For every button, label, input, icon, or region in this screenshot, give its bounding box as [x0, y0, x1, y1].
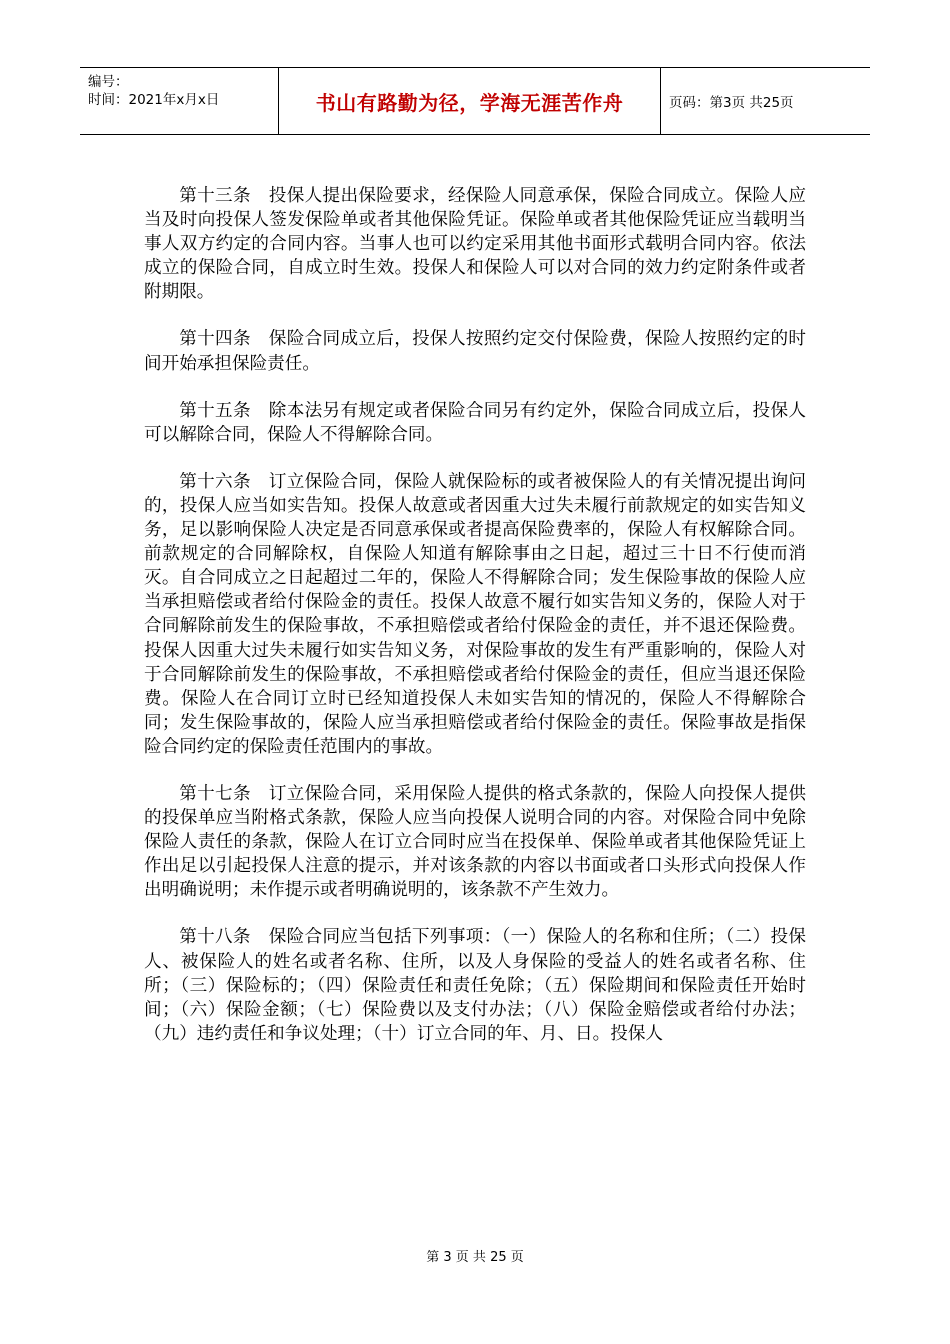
- document-body: [144, 184, 806, 1069]
- footer-prefix: 第: [426, 1250, 440, 1265]
- article-15: 第十五条 除本法另有规定或者保险合同另有约定外，保险合同成立后，投保人可以解除合同，保险人不得解除合同。: [144, 400, 806, 445]
- page-footer: [0, 1246, 950, 1265]
- header-meta-cell: [80, 68, 279, 134]
- article-16: 第十六条 订立保险合同，保险人就保险标的或者被保险人的有关情况提出询问的，投保人应当如实告知。投保人故意或者因重大过失未履行前款规定的如实告知义务，足以影响保险人决定是否同意承保或者提高保险费率的，保险人有权解除合同。前款规定的合同解除权，自保险人知道有解除事由之日起，超过三十日不行使而消灭。自合同成立之日起超过二年的，保险人不得解除合同；发生保险事故的保险人应当承担赔偿或者给付保险金的责任。投保人故意不履行如实告知义务的，保险人对于合同解除前发生的保险事故，不承担赔偿或者给付保险金的责任，并不退还保险费。投保人因重大过失未履行如实告知义务，对保险事故的发生有严重影响的，保险人对于合同解除前发生的保险事故，不承担赔偿或者给付保险金的责任，但应当退还保险费。保险人在合同订立时已经知道投保人未如实告知的情况的，保险人不得解除合同；发生保险事故的，保险人应当承担赔偿或者给付保险金的责任。保险事故是指保险合同约定的保险责任范围内的事故。: [144, 471, 806, 757]
- footer-suffix: 页: [510, 1250, 524, 1265]
- footer-page-number: 3: [443, 1250, 452, 1265]
- date-line: 时间：2021年x月x日: [88, 92, 220, 108]
- page-header: [80, 67, 870, 135]
- serial-number-label: 编号：: [88, 74, 129, 90]
- footer-total-pages: 25: [490, 1250, 507, 1265]
- header-page-info: 页码：第3页 共25页: [669, 95, 794, 111]
- article-18: 第十八条 保险合同应当包括下列事项：（一）保险人的名称和住所；（二）投保人、被保险人的姓名或者名称、住所，以及人身保险的受益人的姓名或者名称、住所；（三）保险标的；（四）保险责任和责任免除；（五）保险期间和保险责任开始时间；（六）保险金额；（七）保险费以及支付办法；（八）保险金赔偿或者给付办法；（九）违约责任和争议处理；（十）订立合同的年、月、日。投保人: [144, 927, 806, 1044]
- header-page-cell: [661, 68, 870, 134]
- header-motto: 书山有路勤为径，学海无涯苦作舟: [315, 90, 624, 115]
- article-13: 第十三条 投保人提出保险要求，经保险人同意承保，保险合同成立。保险人应当及时向投保人签发保险单或者其他保险凭证。保险单或者其他保险凭证应当载明当事人双方约定的合同内容。当事人也可以约定采用其他书面形式载明合同内容。依法成立的保险合同，自成立时生效。投保人和保险人可以对合同的效力约定附条件或者附期限。: [144, 186, 806, 303]
- footer-middle: 页 共: [455, 1250, 486, 1265]
- article-17: 第十七条 订立保险合同，采用保险人提供的格式条款的，保险人向投保人提供的投保单应当附格式条款，保险人应当向投保人说明合同的内容。对保险合同中免除保险人责任的条款，保险人在订立合同时应当在投保单、保险单或者其他保险凭证上作出足以引起投保人注意的提示，并对该条款的内容以书面或者口头形式向投保人作出明确说明；未作提示或者明确说明的，该条款不产生效力。: [144, 783, 806, 901]
- article-14: 第十四条 保险合同成立后，投保人按照约定交付保险费，保险人按照约定的时间开始承担保险责任。: [144, 329, 806, 374]
- header-motto-cell: [279, 68, 661, 134]
